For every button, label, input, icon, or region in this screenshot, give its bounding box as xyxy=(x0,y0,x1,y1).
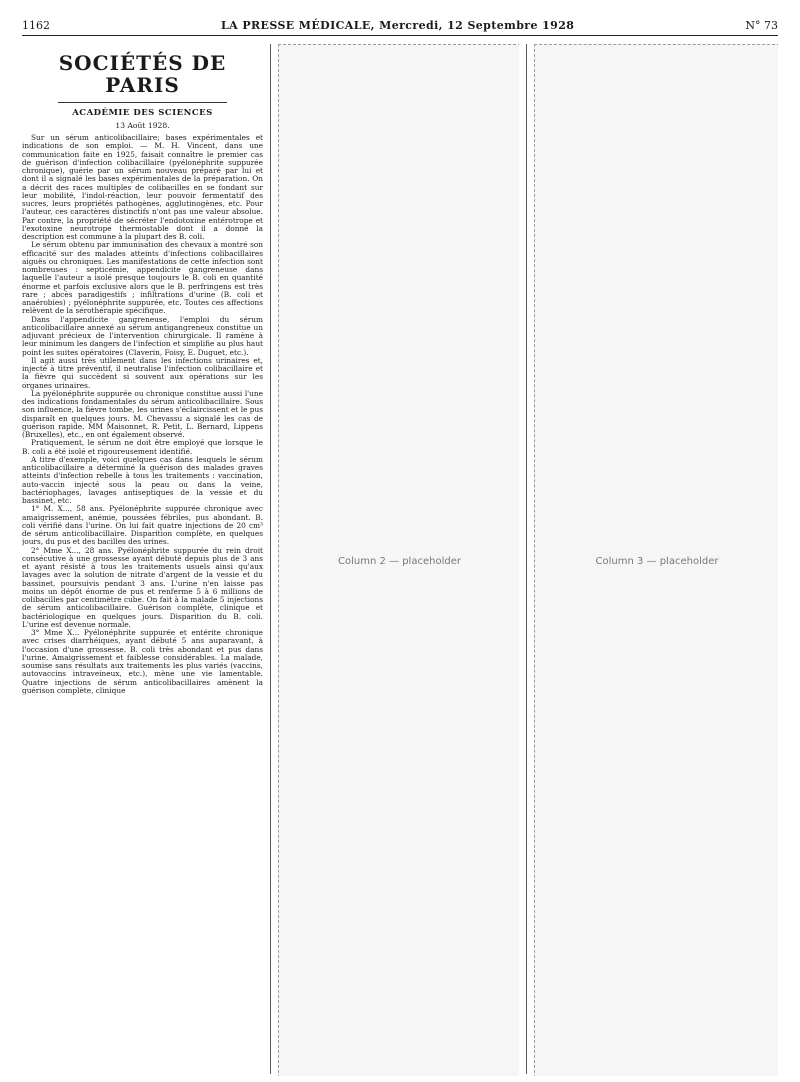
article-paragraph: Dans l'appendicite gangreneuse, l'emploi du sérum anticolibacillaire annexé au sérum antigangreneux constitue un adjuvant précieux de l'intervention chirurgicale. Il ramène à leur minimum les dangers de l'infection et simplifie au plus haut point les suites opératoires (Claverin, Foisy, E. Duguet, etc.). xyxy=(22,314,263,357)
article-paragraph: Sur un sérum anticolibacillaire; bases expérimentales et indications de son emploi. — M. H. Vincent, dans une communication faite en 1925, faisait connaître le premier cas de guérison d'infection colibacillaire (pyélonéphrite suppurée chronique), guérie par un sérum nouveau préparé par lui et dont il a signalé les bases expérimentales de la préparation. On a décrit des races multiples de colibacilles en se fondant sur leur mobilité, l'indol-réaction, leur pouvoir fermentatif des sucres, leurs propriétés pathogènes, agglutinogènes, etc. Pour l'auteur, ces caractères distinctifs n'ont pas une valeur absolue. Par contre, la propriété de sécréter l'endotoxine entérotrope et l'exotoxine neurotrope thermostable dont il a donné la description est commune à la plupart des B. coli. xyxy=(22,133,263,242)
section-title: SOCIÉTÉS DE PARIS xyxy=(58,51,227,97)
section-subtitle: ACADÉMIE DES SCIENCES xyxy=(72,108,213,118)
article-paragraph: A titre d'exemple, voici quelques cas dans lesquels le sérum anticolibacillaire a déterminé la guérison des malades graves atteints d'infection rebelle à tous les traitements : vaccination, auto-vaccin injecté sous la peau ou dans la veine, bactériophages, lavages antiseptiques de la vessie et du bassinet, etc. xyxy=(22,454,263,506)
article-paragraph: 3° Mme X... Pyélonéphrite suppurée et entérite chronique avec crises diarrhéiques, ayant débuté 5 ans auparavant, à l'occasion d'une grossesse. B. coli très abondant et pus dans l'urine. Amaigrissement et faiblesse considérables. La malade, soumise sans résultats aux traitements les plus variés (vaccins, autovaccins intraveineux, etc.), mène une vie lamentable. Quatre injections de sérum anticolibacillaires amènent la guérison complète, clinique xyxy=(22,628,263,695)
column-1 xyxy=(22,44,263,1076)
journal-title: LA PRESSE MÉDICALE, Mercredi, 12 Septembre 1928 xyxy=(221,19,575,32)
article-paragraph: La pyélonéphrite suppurée ou chronique constitue aussi l'une des indications fondamentales du sérum anticolibacillaire. Sous son influence, la fièvre tombe, les urines s'éclaircissent et le pus disparaît en quelques jours. M. Chevassu a signalé les cas de guérison rapide. MM Maisonnet, R. Petit, L. Bernard, Lippens (Bruxelles), etc., en ont également observé. xyxy=(22,388,263,440)
article-paragraph: Il agit aussi très utilement dans les infections urinaires et, injecté à titre préventif, il neutralise l'infection colibacillaire et la fièvre qui succèdent si souvent aux opérations sur les organes urinaires. xyxy=(22,355,263,390)
article-paragraph: 1° M. X..., 58 ans. Pyélonéphrite suppurée chronique avec amaigrissement, anémie, poussées fébriles, pus abondant. B. coli vérifié dans l'urine. On lui fait quatre injections de 20 cm³ de sérum anticolibacillaire. Disparition complète, en quelques jours, du pus et des bacilles des urines. xyxy=(22,504,263,547)
column-placeholder: Column 2 — placeholder xyxy=(278,44,519,1076)
column-3 xyxy=(534,44,778,1076)
article-paragraph: Pratiquement, le sérum ne doit être employé que lorsque le B. coli a été isolé et rigoureusement identifié. xyxy=(22,438,263,456)
article-paragraph: 2° Mme X..., 28 ans. Pyélonéphrite suppurée du rein droit consécutive à une grossesse ayant débuté depuis plus de 3 ans et ayant résisté à tous les traitements usuels ainsi qu'aux lavages avec la solution de nitrate d'argent de la vessie et du bassinet, poursuivis pendant 3 ans. L'urine n'en laisse pas moins un dépôt énorme de pus et renferme 5 à 6 millions de colibacilles par centimètre cube. On fait à la malade 5 injections de sérum anticolibacillaire. Guérison complète, clinique et bactériologique en quelques jours. Disparition du B. coli. L'urine est devenue normale. xyxy=(22,545,263,629)
article-paragraph: Le sérum obtenu par immunisation des chevaux a montré son efficacité sur des malades atteints d'infections colibacillaires aiguës ou chroniques. Les manifestations de cette infection sont nombreuses : septicémie, appendicite gangreneuse dans laquelle l'auteur a isolé presque toujours le B. coli en quantité énorme et parfois exclusive alors que le B. perfringens est très rare ; abcès paradigestifs ; infiltrations d'urine (B. coli et anaérobies) ; pyélonéphrite suppurée, etc. Toutes ces affections relèvent de la sérothérapie spécifique. xyxy=(22,240,263,316)
column-rule xyxy=(270,44,271,1074)
masthead xyxy=(22,14,778,36)
issue-number: N° 73 xyxy=(745,19,778,32)
column-2 xyxy=(278,44,519,1076)
column-placeholder: Column 3 — placeholder xyxy=(534,44,778,1076)
page-number: 1162 xyxy=(22,19,50,32)
session-date: 13 Août 1928. xyxy=(115,120,170,130)
section-rule xyxy=(58,102,227,103)
column-rule xyxy=(526,44,527,1074)
